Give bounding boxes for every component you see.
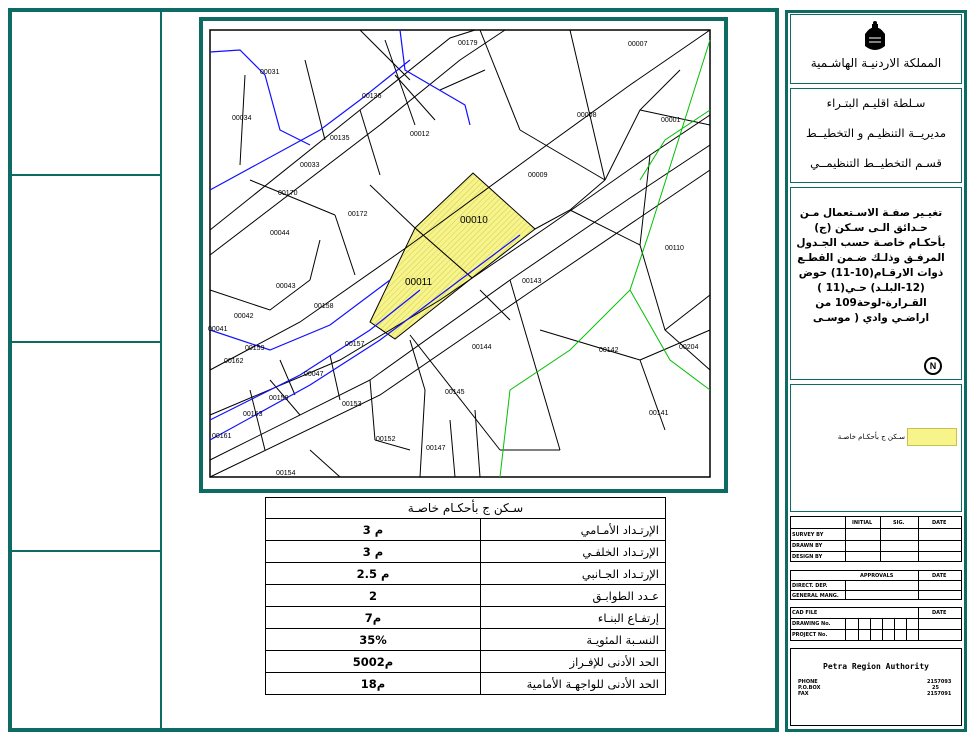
parcel-label-00159a: 00159 [245,345,265,352]
table-row: 18م الحد الأدنى للواجهـة الأمامية [266,673,666,695]
parcel-label-00041: 00041 [208,326,228,333]
outer-frame-top [8,8,779,12]
parcel-label-00042: 00042 [234,313,254,320]
margin-row-2 [12,341,160,343]
outer-frame-right [775,8,779,732]
plan-description: تغيـير صفـة الاسـتعمال مـن حـدائق الـى سـكن (ج) بأحكـام خاصـة حسب الجـدول المرفـق وذلـك ضـمن القطـع ذوات الارقـام(10-11) حوض (12-البلـد) حـي(11 ) القـرارة-لوحة109 من اراضـي وادي ( موسـى [796,207,946,324]
legend-swatch [907,428,957,446]
parcel-label-00143: 00143 [522,278,542,285]
cadastral-map [210,30,710,477]
table-row: 7م إرتفـاع البنـاء [266,607,666,629]
parcel-label-00110: 00110 [665,245,684,252]
cad-file: CAD FILE [792,610,818,616]
cad-date: DATE [932,610,947,616]
parcel-label-00145: 00145 [445,389,465,396]
legend-label: سـكن ج بأحكـام خاصـة [837,433,905,441]
directorate-name: مديريــة التنظيـم و التخطيــط [805,126,947,140]
phone-value: 2157093 [927,679,952,685]
parcel-label-00010: 00010 [460,215,488,226]
parcel-label-00034: 00034 [232,115,252,122]
parcel-label-00158: 00158 [314,303,334,310]
parcel-label-00144: 00144 [472,344,492,351]
org-name: Petra Region Authority [823,662,929,671]
drawn-by: DRAWN BY [792,543,823,549]
parcel-label-00047: 00047 [304,371,324,378]
drawing-no: DRAWING No. [792,621,831,627]
phone-label: PHONE [798,679,818,685]
table-row: 2 عـدد الطوابـق [266,585,666,607]
parcel-label-00136: 00136 [362,93,382,100]
parcel-label-00007: 00007 [628,41,648,48]
approvals-date: DATE [932,573,947,579]
col-date: DATE [932,520,947,526]
parcel-label-00142: 00142 [599,347,619,354]
parcel-label-00163: 00163 [243,411,263,418]
survey-by: SURVEY BY [792,532,824,538]
parcel-label-00161: 00161 [212,433,232,440]
parcel-label-00012: 00012 [410,131,430,138]
parcel-label-00162: 00162 [224,358,244,365]
fax-label: FAX [798,691,809,697]
legend-box [790,384,962,512]
parcel-label-00159b: 00159 [269,395,289,402]
outer-frame-left [8,8,12,732]
parcel-label-00011: 00011 [405,277,433,288]
pobox-label: P.O.BOX [798,685,821,691]
parcel-label-00204: 00204 [679,344,699,351]
parcel-label-00043: 00043 [276,283,296,290]
parcel-label-00009: 00009 [528,172,548,179]
parcel-label-00157: 00157 [345,341,365,348]
direct-dep: DIRECT. DEP. [792,583,828,589]
table-row: 500م2 الحد الأدنى للإفـراز [266,651,666,673]
parcel-label-00033: 00033 [300,162,320,169]
fax-value: 2157091 [927,691,952,697]
table-row: 2.5 م الإرتـداد الجـانبي [266,563,666,585]
table-row: 35% النسـبة المئويـة [266,629,666,651]
parcel-label-00031: 00031 [260,69,280,76]
parcel-label-00008: 00008 [577,112,597,119]
margin-row-3 [12,550,160,552]
parcel-label-00170: 00170 [278,190,298,197]
pobox-value: 25 [932,685,939,691]
parcel-label-00001: 00001 [661,117,681,124]
kingdom-name: المملكة الاردنيـة الهاشـمية [810,56,942,70]
margin-row-1 [12,174,160,176]
table-row: 3 م الإرتـداد الخلفـي [266,541,666,563]
parcel-label-00172: 00172 [348,211,368,218]
general-mang: GENERAL MANG. [792,593,839,599]
outer-frame-bottom [8,728,779,732]
zoning-table [265,497,666,695]
col-sig: SIG. [893,520,905,526]
authority-name: سـلطة اقليـم البتـراء [826,96,926,110]
table-title: سـكن ج بأحكـام خاصـة [266,498,666,519]
crown-emblem-icon [861,20,889,54]
margin-divider [160,12,162,728]
approvals-label: APPROVALS [860,573,894,579]
parcel-label-00044: 00044 [270,230,290,237]
table-row: 3 م الإرتـداد الأمـامي [266,519,666,541]
department-name: قسـم التخطيــط التنظيمــي [810,156,942,170]
col-initial: INITIAL [852,520,873,526]
parcel-label-00135: 00135 [330,135,350,142]
parcel-label-00153: 00153 [342,401,362,408]
parcel-label-00152: 00152 [376,436,396,443]
parcel-label-00154: 00154 [276,470,296,477]
project-no: PROJECT No. [792,632,828,638]
north-arrow-icon: N [924,357,942,375]
parcel-label-00141: 00141 [649,410,669,417]
parcel-label-00147: 00147 [426,445,446,452]
design-by: DESIGN BY [792,554,823,560]
parcel-label-00179: 00179 [458,40,478,47]
